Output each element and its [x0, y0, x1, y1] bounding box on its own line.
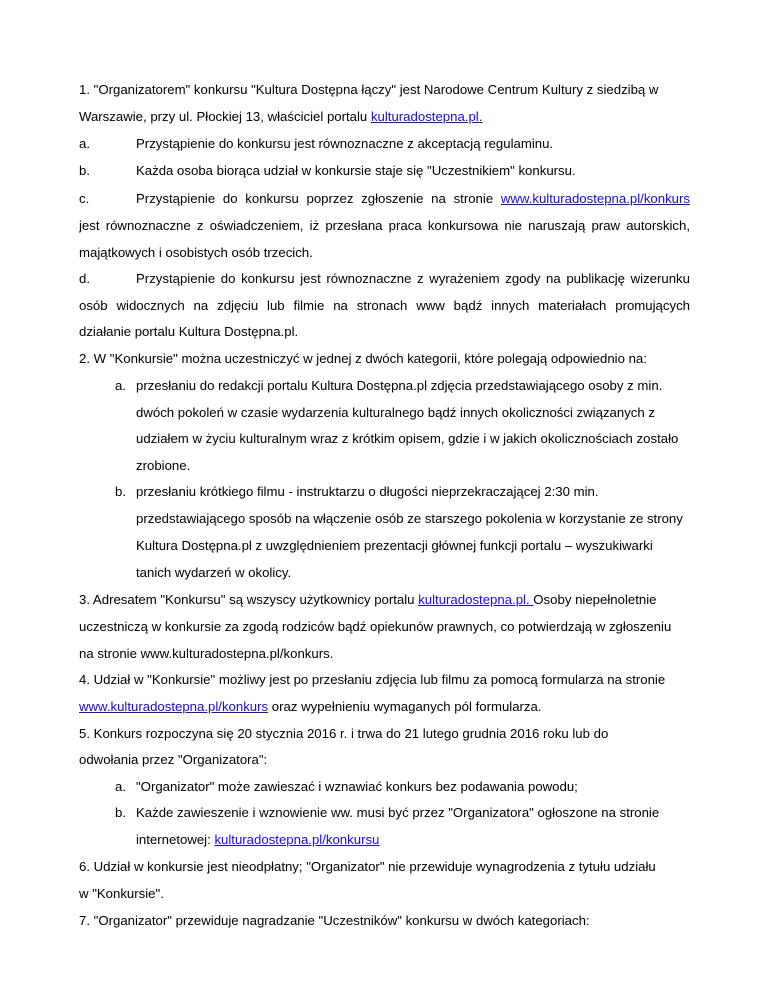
paragraph-5-line-1: 5. Konkurs rozpoczyna się 20 stycznia 2016 r. i trwa do 21 lutego grudnia 2016 roku lub do [79, 726, 609, 741]
paragraph-5-line-2: odwołania przez "Organizatora": [79, 752, 268, 767]
item-2b-line-1: przesłaniu krótkiego filmu - instruktarzu o długości nieprzekraczającej 2:30 min. [136, 484, 599, 499]
paragraph-3-line-3: na stronie www.kulturadostepna.pl/konkurs. [79, 646, 334, 661]
paragraph-1-line-2-text: Warszawie, przy ul. Płockiej 13, właściciel portalu [79, 109, 371, 124]
item-2b-line-2: przedstawiającego sposób na włączenie osób ze starszego pokolenia w korzystanie ze strony [136, 511, 683, 526]
item-1c-line-1-text: Przystąpienie do konkursu poprzez zgłoszenie na stronie [136, 191, 501, 206]
item-1a-label: a. [79, 136, 90, 151]
paragraph-3-line-2: uczestniczą w konkursie za zgodą rodziców bądź opiekunów prawnych, co potwierdzają w zgłoszeniu [79, 619, 672, 634]
paragraph-2-line-1: 2. W "Konkursie" można uczestniczyć w jednej z dwóch kategorii, które polegają odpowiednio na: [79, 351, 647, 366]
item-2b-line-3: Kultura Dostępna.pl z uwzględnieniem prezentacji głównej funkcji portalu – wyszukiwarki [136, 538, 653, 553]
item-2a-line-3: udziałem w życiu kulturalnym wraz z krótkim opisem, gdzie i w jakich okolicznościach zostało [136, 431, 679, 446]
item-1c-line-2: jest równoznaczne z oświadczeniem, iż przesłana praca konkursowa nie naruszają praw autorskich, [79, 218, 690, 233]
paragraph-4-line-1: 4. Udział w "Konkursie" możliwy jest po przesłaniu zdjęcia lub filmu za pomocą formularza na stronie [79, 672, 666, 687]
item-2a-line-1: przesłaniu do redakcji portalu Kultura Dostępna.pl zdjęcia przedstawiającego osoby z min. [136, 378, 663, 393]
paragraph-3-line-1 [79, 592, 656, 608]
paragraph-1-line-1: 1. "Organizatorem" konkursu "Kultura Dostępna łączy" jest Narodowe Centrum Kultury z siedzibą w [79, 82, 659, 97]
item-1d-label: d. [79, 271, 90, 286]
item-1c-label: c. [79, 191, 90, 206]
item-2b-label: b. [115, 484, 126, 499]
item-1b-label: b. [79, 163, 90, 178]
paragraph-3-line-1-after: Osoby niepełnoletnie [533, 592, 657, 607]
paragraph-7-line-1: 7. "Organizator" przewiduje nagradzanie "Uczestników" konkursu w dwóch kategoriach: [79, 913, 590, 928]
item-1c-line-3: majątkowych i osobistych osób trzecich. [79, 245, 313, 260]
konkurs-link-2[interactable]: www.kulturadostepna.pl/konkurs [79, 699, 269, 714]
item-5b-line-2 [136, 832, 379, 848]
portal-link[interactable]: kulturadostepna.pl. [370, 109, 483, 124]
item-2a-line-2: dwóch pokoleń w czasie wydarzenia kulturalnego bądź innych okoliczności związanych z [136, 405, 655, 420]
konkurs-link[interactable]: www.kulturadostepna.pl/konkurs [500, 191, 690, 206]
paragraph-1-line-2 [79, 109, 482, 125]
item-1d-line-1: Przystąpienie do konkursu jest równoznaczne z wyrażeniem zgody na publikację wizerunku [136, 271, 690, 286]
paragraph-6-line-2: w "Konkursie". [79, 886, 164, 901]
item-5b-line-1: Każde zawieszenie i wznowienie ww. musi być przez "Organizatora" ogłoszone na stronie [136, 805, 660, 820]
paragraph-6-line-1: 6. Udział w konkursie jest nieodpłatny; "Organizator" nie przewiduje wynagrodzenia z tytułu udziału [79, 859, 656, 874]
konkursu-link[interactable]: kulturadostepna.pl/konkursu [214, 832, 380, 847]
item-5b-line-2-text: internetowej: [136, 832, 215, 847]
item-1d-line-3: działanie portalu Kultura Dostępna.pl. [79, 324, 299, 339]
item-2a-line-4: zrobione. [136, 458, 191, 473]
item-5b-label: b. [115, 805, 126, 820]
paragraph-4-line-2-after: oraz wypełnieniu wymaganych pól formularza. [268, 699, 542, 714]
portal-link-2[interactable]: kulturadostepna.pl. [418, 592, 534, 607]
item-5a-label: a. [115, 779, 126, 794]
item-1c-line-1 [136, 191, 690, 207]
item-2a-label: a. [115, 378, 126, 393]
item-1d-line-2: osób widocznych na zdjęciu lub filmie na stronach www bądź innych materiałach promujących [79, 298, 690, 313]
item-1a-text: Przystąpienie do konkursu jest równoznaczne z akceptacją regulaminu. [136, 136, 554, 151]
item-2b-line-4: tanich wydarzeń w okolicy. [136, 565, 292, 580]
item-5a-text: "Organizator" może zawieszać i wznawiać konkurs bez podawania powodu; [136, 779, 578, 794]
paragraph-3-line-1-text: 3. Adresatem "Konkursu" są wszyscy użytkownicy portalu [79, 592, 419, 607]
paragraph-4-line-2 [79, 699, 542, 715]
item-1b-text: Każda osoba biorąca udział w konkursie staje się "Uczestnikiem" konkursu. [136, 163, 576, 178]
